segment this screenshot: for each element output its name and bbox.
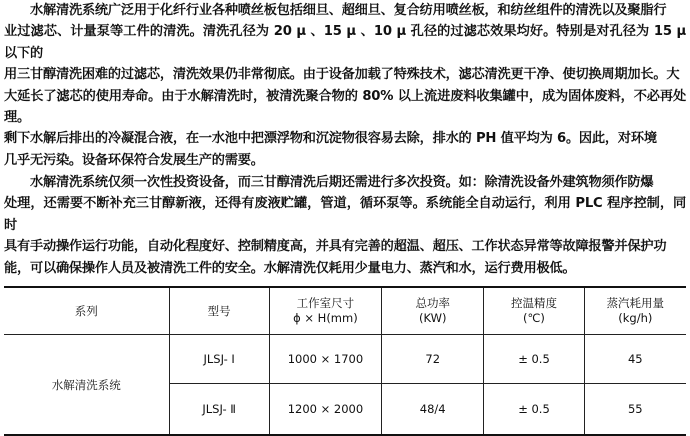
header-temp-precision: 控温精度 (℃): [484, 287, 584, 335]
cell-model: JLSJ- Ⅱ: [169, 384, 269, 436]
cell-size: 1200 × 2000: [269, 384, 381, 436]
cell-power: 72: [382, 335, 484, 384]
paragraph-line: 用三甘醇清洗困难的过滤芯，清洗效果仍非常彻底。由于设备加载了特殊技术，滤芯清洗更干净、使切换周期加长。大: [4, 67, 680, 83]
cell-power: 48/4: [382, 384, 484, 436]
paragraph-comparison: [0, 172, 690, 279]
header-series: 系列: [4, 287, 169, 335]
header-model: 型号: [169, 287, 269, 335]
cell-steam: 45: [584, 335, 686, 384]
cell-series: 水解清洗系统: [4, 335, 169, 436]
paragraph-intro: [0, 0, 690, 171]
paragraph-line: 具有手动操作运行功能，自动化程度好、控制精度高，并具有完善的超温、超压、工作状态异常等故障报警并保护功: [4, 239, 667, 255]
table-header-row: [4, 287, 686, 335]
table-row: [4, 335, 686, 384]
header-total-power: 总功率 (KW): [382, 287, 484, 335]
cell-model: JLSJ- Ⅰ: [169, 335, 269, 384]
cell-precision: ± 0.5: [484, 335, 584, 384]
cell-steam: 55: [584, 384, 686, 436]
paragraph-line: 能，可以确保操作人员及被清洗工件的安全。水解清洗仅耗用少量电力、蒸汽和水，运行费用极低。: [4, 260, 576, 276]
paragraph-line: 水解清洗系统仅须一次性投资设备，而三甘醇清洗后期还需进行多次投资。如：除清洗设备外建筑物须作防爆: [30, 175, 654, 190]
header-chamber-size: 工作室尺寸 ϕ × H(mm): [269, 287, 381, 335]
paragraph-line: 几乎无污染。设备环保符合发展生产的需要。: [4, 152, 264, 168]
cell-size: 1000 × 1700: [269, 335, 381, 384]
paragraph-line: 水解清洗系统广泛用于化纤行业各种喷丝板包括细旦、超细旦、复合纺用喷丝板，和纺丝组件的清洗以及聚脂行: [30, 3, 667, 18]
spec-table: [4, 286, 686, 436]
paragraph-line: 业过滤芯、计量泵等工件的清洗。清洗孔径为 20 μ 、15 μ 、10 μ 孔径的过滤芯效果均好。特别是对孔径为 15 μ 以下的: [4, 24, 686, 61]
cell-precision: ± 0.5: [484, 384, 584, 436]
paragraph-line: 剩下水解后排出的冷凝混合液，在一水池中把漂浮物和沉淀物很容易去除，排水的 PH 值平均为 6。因此，对环境: [4, 131, 657, 147]
paragraph-line: 大延长了滤芯的使用寿命。由于水解清洗时，被清洗聚合物的 80% 以上流进废料收集罐中，成为固体废料，不必再处理。: [4, 88, 686, 126]
header-steam-usage: 蒸汽耗用量 (kg/h): [584, 287, 686, 335]
paragraph-line: 处理，还需要不断补充三甘醇新液，还得有废液贮罐，管道，循环泵等。系统能全自动运行，利用 PLC 程序控制，同时: [4, 196, 686, 233]
